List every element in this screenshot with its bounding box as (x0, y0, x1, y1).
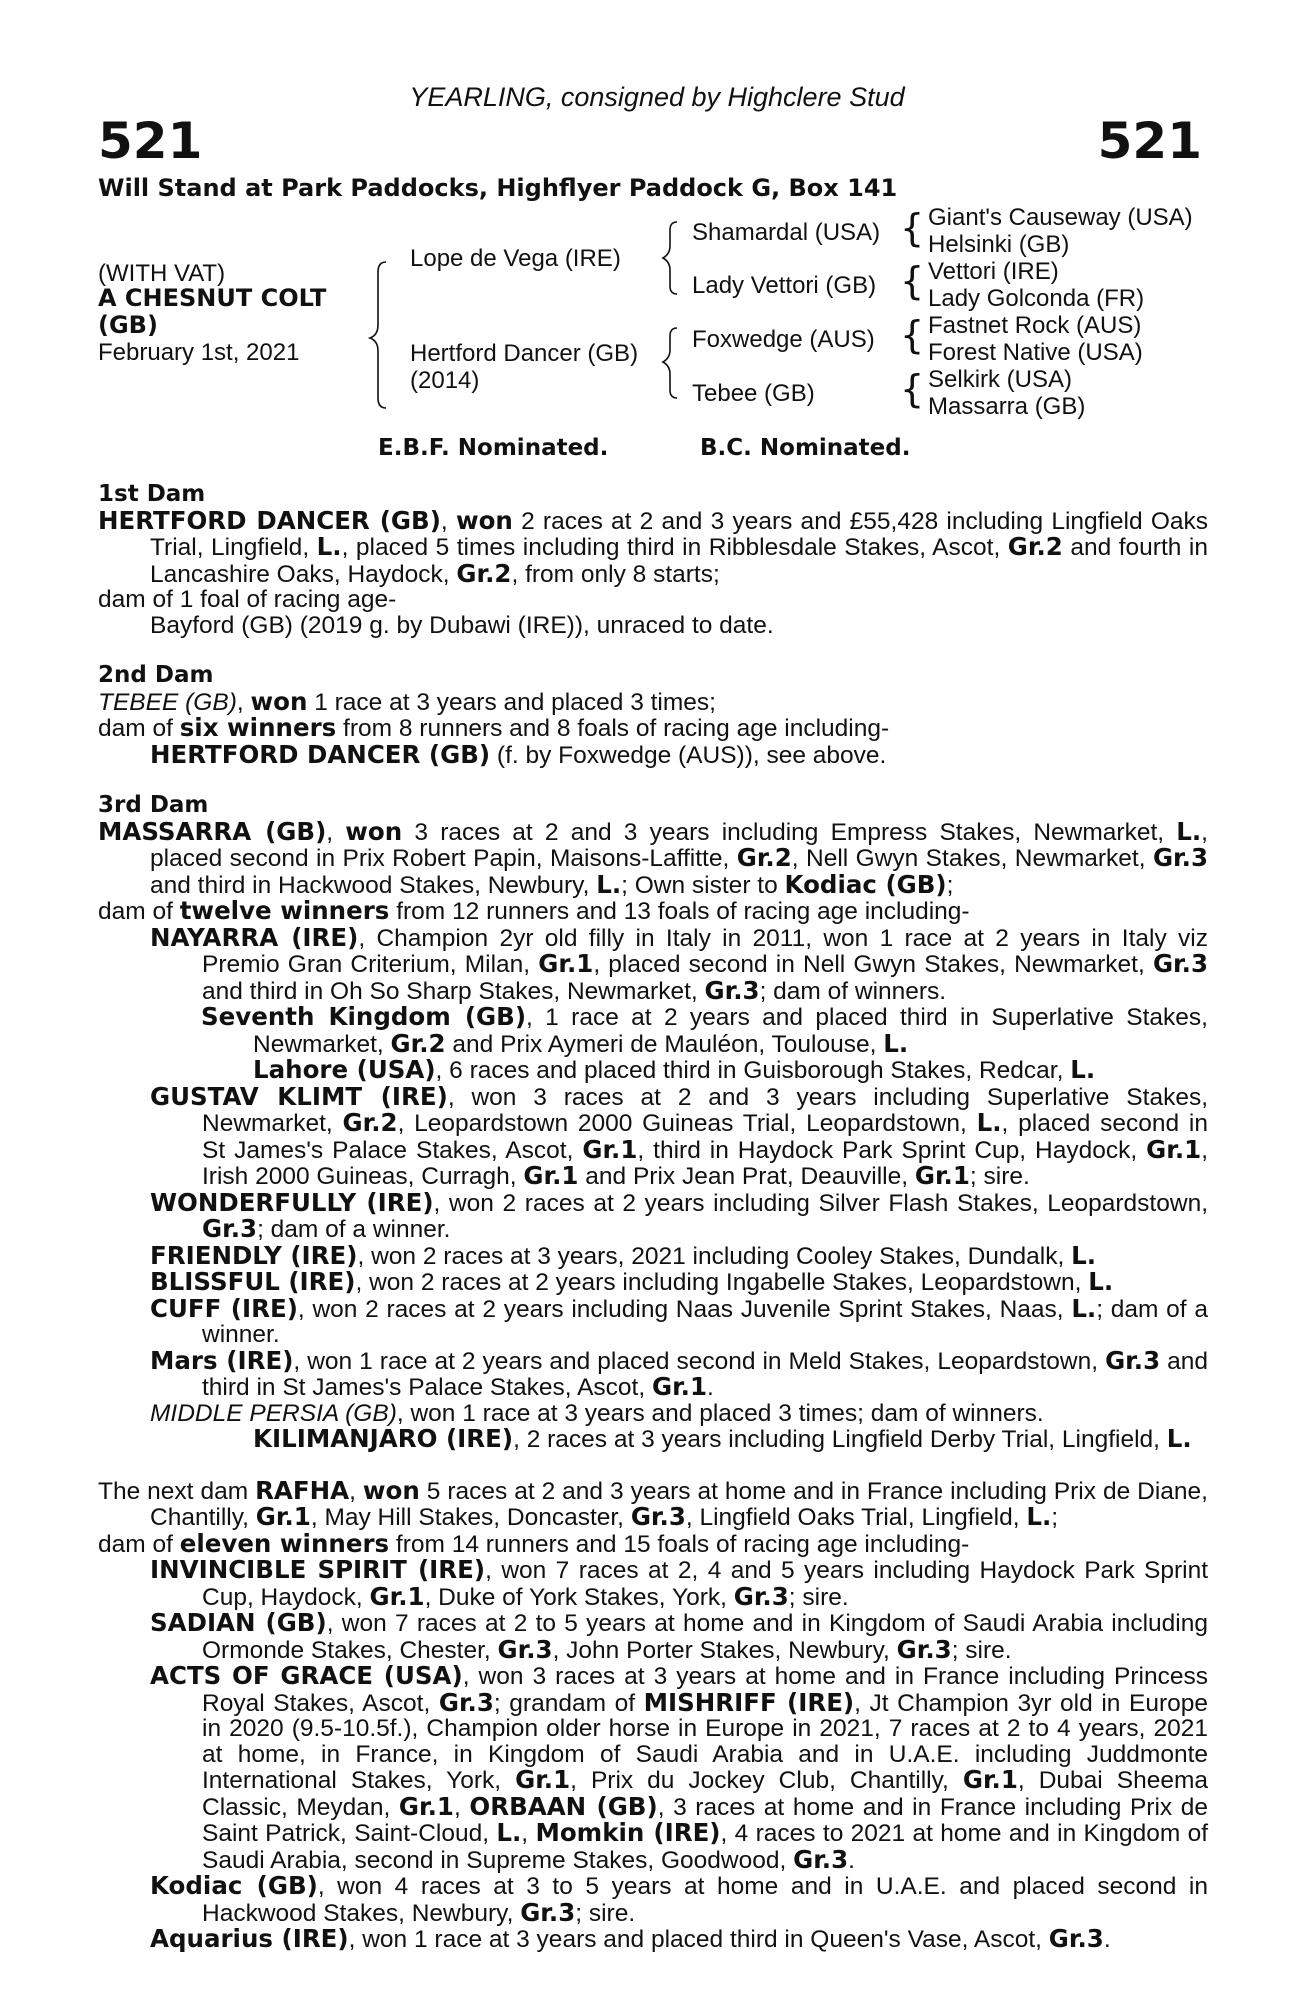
sire-of-dam: Foxwedge (AUS) (692, 326, 875, 353)
grade-badge: L. (1176, 816, 1202, 846)
won-word: won (362, 1475, 420, 1505)
grade-badge: Gr.3 (896, 1634, 952, 1664)
next-dam-block (98, 1475, 1209, 1953)
grade-badge: L. (1070, 1055, 1096, 1084)
horse-name: CUFF (IRE) (150, 1293, 298, 1323)
won-word: won (345, 816, 403, 846)
produce-entry: WONDERFULLY (IRE), won 2 races at 2 years including Silver Flash Stakes, Leopardstown, Gr.3; dam of a winner. (150, 1187, 1208, 1243)
grade-badge: Gr.1 (515, 1765, 571, 1794)
grade-badge: Gr.2 (456, 558, 512, 588)
grade-badge: L. (496, 1818, 522, 1847)
vat-note: (WITH VAT) (98, 260, 226, 287)
ds-dam: Forest Native (USA) (928, 339, 1143, 366)
grade-badge: L. (596, 869, 622, 899)
horse-name: GUSTAV KLIMT (IRE) (150, 1081, 448, 1111)
grade-badge: Gr.1 (398, 1791, 454, 1821)
grade-badge: Gr.1 (1146, 1134, 1202, 1164)
consignor-line: YEARLING, consigned by Highclere Stud (409, 82, 905, 112)
won-word: won (250, 686, 308, 716)
produce-entry: HERTFORD DANCER (GB) (f. by Foxwedge (AUS)), see above. (150, 739, 887, 769)
dam-of-dam: Tebee (GB) (692, 380, 815, 407)
first-dam-heading: 1st Dam (98, 481, 206, 507)
brace-2: { (900, 259, 925, 303)
produce-entry: Bayford (GB) (2019 g. by Dubawi (IRE)), unraced to date. (150, 611, 774, 639)
sire-of-sire: Shamardal (USA) (692, 219, 881, 246)
bc-nomination: B.C. Nominated. (700, 435, 911, 461)
grade-badge: L. (1071, 1293, 1097, 1323)
grade-badge: Gr.2 (342, 1108, 398, 1137)
horse-name: BLISSFUL (IRE) (150, 1267, 356, 1296)
grade-badge: Gr.3 (438, 1687, 494, 1717)
produce-entry: KILIMANJARO (IRE), 2 races at 3 years including Lingfield Derby Trial, Lingfield, L. (253, 1424, 1192, 1453)
first-dam-produce-summary: dam of 1 foal of racing age- (98, 586, 397, 613)
grade-badge: Gr.3 (704, 975, 760, 1005)
winners-count: eleven winners (179, 1528, 390, 1558)
second-dam-block (98, 663, 1208, 768)
dam-name: Hertford Dancer (GB) (410, 340, 639, 367)
horse-name: Aquarius (IRE) (150, 1924, 349, 1953)
grade-badge: Gr.3 (1152, 949, 1208, 978)
grade-badge: Gr.1 (523, 1161, 579, 1190)
next-dam-produce-summary: dam of eleven winners from 14 runners and 15 foals of racing age including- (98, 1528, 970, 1558)
next-dam-record: The next dam RAFHA, won 5 races at 2 and 3 years at home and in France including Prix de Diane, Chantilly, Gr.1, May Hill Stakes, Doncaster, Gr.3, Lingfield Oaks Trial, Lingfield, L.; (98, 1475, 1208, 1531)
horse-name: Momkin (IRE) (535, 1818, 721, 1847)
dam-bracket (663, 328, 677, 398)
grade-badge: Gr.2 (1007, 532, 1063, 561)
lot-title: A CHESNUT COLT (98, 284, 327, 312)
ebf-nomination: E.B.F. Nominated. (378, 435, 609, 461)
horse-name: FRIENDLY (IRE) (150, 1240, 358, 1270)
ds-sire: Fastnet Rock (AUS) (928, 312, 1142, 339)
second-dam-heading: 2nd Dam (98, 662, 214, 688)
produce-entry: Aquarius (IRE), won 1 race at 3 years and placed third in Queen's Vase, Ascot, Gr.3. (150, 1924, 1111, 1953)
produce-entry: GUSTAV KLIMT (IRE), won 3 races at 2 and 3 years including Superlative Stakes, Newmarket, Gr.2, Leopardstown 2000 Guineas Trial, Leopardstown, L., placed second in St James's Palace Stakes, Ascot, Gr.1, third in Haydock Park Sprint Cup, Haydock, Gr.1, Irish 2000 Guineas, Curragh, Gr.1 and Prix Jean Prat, Deauville, Gr.1; sire. (150, 1081, 1209, 1190)
first-dam-block (98, 482, 1208, 638)
horse-name: WONDERFULLY (IRE) (150, 1187, 434, 1217)
horse-name: HERTFORD DANCER (GB) (150, 739, 491, 769)
grade-badge: Gr.3 (497, 1634, 553, 1664)
won-word: won (455, 505, 513, 535)
dam-foaling-year: (2014) (410, 367, 480, 394)
grade-badge: Gr.2 (390, 1028, 446, 1058)
third-dam-record: MASSARRA (GB), won 3 races at 2 and 3 years including Empress Stakes, Newmarket, L., placed second in Prix Robert Papin, Maisons-Laffitte, Gr.2, Nell Gwyn Stakes, Newmarket, Gr.3 and third in Hackwood Stakes, Newbury, L.; Own sister to Kodiac (GB); (98, 816, 1208, 899)
grade-badge: Gr.1 (914, 1161, 970, 1190)
grade-badge: L. (883, 1028, 909, 1058)
grade-badge: Gr.3 (630, 1502, 686, 1531)
third-dam-produce-summary: dam of twelve winners from 12 runners and 13 foals of racing age including- (98, 896, 970, 925)
produce-entry: MIDDLE PERSIA (GB), won 1 race at 3 years and placed 3 times; dam of winners. (150, 1399, 1044, 1427)
sd-dam: Lady Golconda (FR) (928, 285, 1145, 312)
stabling-line: Will Stand at Park Paddocks, Highflyer Paddock G, Box 141 (98, 174, 898, 202)
grade-badge: Gr.3 (1152, 843, 1208, 872)
sire-bracket (663, 222, 677, 294)
second-dam-produce-summary: dam of six winners from 8 runners and 8 foals of racing age including- (98, 713, 890, 742)
winners-count: twelve winners (179, 896, 390, 925)
grade-badge: Gr.1 (651, 1372, 708, 1401)
horse-name: RAFHA (255, 1475, 350, 1505)
winners-count: six winners (179, 713, 337, 742)
brace-3: { (900, 313, 925, 357)
dd-dam: Massarra (GB) (928, 393, 1086, 420)
foaling-date: February 1st, 2021 (98, 339, 300, 366)
grade-badge: Gr.1 (962, 1765, 1018, 1794)
first-dam-record: HERTFORD DANCER (GB), won 2 races at 2 and 3 years and £55,428 including Lingfield Oaks Trial, Lingfield, L., placed 5 times including third in Ribblesdale Stakes, Ascot, Gr.2 and fourth in Lancashire Oaks, Haydock, Gr.2, from only 8 starts; (98, 505, 1208, 588)
horse-name: Kodiac (GB) (150, 1871, 318, 1900)
horse-name: Mars (IRE) (150, 1345, 294, 1375)
third-dam-heading: 3rd Dam (98, 792, 209, 818)
horse-name: TEBEE (GB) (98, 688, 237, 716)
sire-name: Lope de Vega (IRE) (410, 245, 621, 272)
produce-entry: Seventh Kingdom (GB), 1 race at 2 years and placed third in Superlative Stakes, Newmarket, Gr.2 and Prix Aymeri de Mauléon, Toulouse, L. (201, 1002, 1208, 1058)
ss-dam: Helsinki (GB) (928, 231, 1070, 258)
dam-of-sire: Lady Vettori (GB) (692, 272, 877, 299)
grade-badge: L. (316, 532, 342, 561)
produce-entry: Kodiac (GB), won 4 races at 3 to 5 years at home and in U.A.E. and placed second in Hackwood Stakes, Newbury, Gr.3; sire. (150, 1871, 1208, 1927)
horse-name: MASSARRA (GB) (98, 816, 327, 846)
horse-name: ORBAAN (GB) (469, 1791, 658, 1821)
grade-badge: Gr.1 (582, 1134, 638, 1164)
lot-number-left: 521 (98, 112, 203, 170)
grade-badge: Gr.1 (369, 1581, 425, 1611)
horse-name: KILIMANJARO (IRE) (253, 1424, 514, 1453)
family-section (98, 482, 1208, 1978)
horse-name: MISHRIFF (IRE) (643, 1687, 855, 1717)
horse-name: NAYARRA (IRE) (150, 922, 359, 952)
brace-4: { (900, 367, 925, 411)
brace-1: { (900, 206, 925, 250)
sd-sire: Vettori (IRE) (928, 258, 1059, 285)
grade-badge: Gr.3 (1105, 1345, 1161, 1375)
produce-entry: Mars (IRE), won 1 race at 2 years and placed second in Meld Stakes, Leopardstown, Gr.3 and third in St James's Palace Stakes, Ascot, Gr.1. (150, 1345, 1208, 1401)
grade-badge: Gr.1 (538, 949, 594, 978)
produce-entry: SADIAN (GB), won 7 races at 2 to 5 years at home and in Kingdom of Saudi Arabia including Ormonde Stakes, Chester, Gr.3, John Porter Stakes, Newbury, Gr.3; sire. (150, 1608, 1208, 1664)
produce-entry: FRIENDLY (IRE), won 2 races at 3 years, 2021 including Cooley Stakes, Dundalk, L. (150, 1240, 1097, 1270)
horse-name: Seventh Kingdom (GB) (201, 1002, 527, 1031)
horse-name: Lahore (USA) (253, 1055, 436, 1084)
dd-sire: Selkirk (USA) (928, 366, 1073, 393)
grade-badge: Gr.3 (202, 1214, 258, 1243)
lot-title-country: (GB) (98, 311, 158, 339)
lot-number-right: 521 (1097, 112, 1202, 170)
produce-entry: BLISSFUL (IRE), won 2 races at 2 years including Ingabelle Stakes, Leopardstown, L. (150, 1267, 1114, 1296)
second-dam-record: TEBEE (GB), won 1 race at 3 years and placed 3 times; (98, 686, 716, 716)
grade-badge: L. (1026, 1502, 1052, 1531)
grade-badge: Gr.3 (520, 1897, 576, 1927)
horse-name: ACTS OF GRACE (USA) (150, 1661, 463, 1690)
horse-name: Kodiac (GB) (784, 869, 947, 899)
horse-name: MIDDLE PERSIA (GB) (150, 1399, 397, 1427)
main-bracket (370, 262, 386, 408)
grade-badge: L. (1166, 1424, 1192, 1453)
ss-sire: Giant's Causeway (USA) (928, 204, 1193, 231)
third-dam-block (98, 793, 1208, 1453)
grade-badge: L. (976, 1108, 1002, 1137)
produce-entry: INVINCIBLE SPIRIT (IRE), won 7 races at 2, 4 and 5 years including Haydock Park Sprint Cup, Haydock, Gr.1, Duke of York Stakes, York, Gr.3; sire. (150, 1555, 1208, 1611)
produce-entry: ACTS OF GRACE (USA), won 3 races at 3 years at home and in France including Princess Royal Stakes, Ascot, Gr.3; grandam of MISHRIFF (IRE), Jt Champion 3yr old in Europe in 2020 (9.5-10.5f.), Champion older horse in Europe in 2021, 7 races at 2 to 4 years, 2021 at home, in France, in Kingdom of Saudi Arabia and in U.A.E. including Juddmonte International Stakes, York, Gr.1, Prix du Jockey Club, Chantilly, Gr.1, Dubai Sheema Classic, Meydan, Gr.1, ORBAAN (GB), 3 races at home and in France including Prix de Saint Patrick, Saint-Cloud, L., Momkin (IRE), 4 races to 2021 at home and in Kingdom of Saudi Arabia, second in Supreme Stakes, Goodwood, Gr.3. (150, 1661, 1209, 1874)
horse-name: SADIAN (GB) (150, 1608, 327, 1637)
horse-name: HERTFORD DANCER (GB) (98, 505, 441, 535)
grade-badge: L. (1071, 1240, 1097, 1270)
horse-name: INVINCIBLE SPIRIT (IRE) (150, 1555, 486, 1584)
grade-badge: Gr.3 (1048, 1924, 1104, 1953)
produce-entry: Lahore (USA), 6 races and placed third in Guisborough Stakes, Redcar, L. (253, 1055, 1096, 1084)
produce-entry: CUFF (IRE), won 2 races at 2 years including Naas Juvenile Sprint Stakes, Naas, L.; dam of a winner. (150, 1293, 1208, 1348)
grade-badge: Gr.3 (733, 1581, 789, 1611)
grade-badge: Gr.2 (736, 843, 792, 872)
grade-badge: Gr.3 (793, 1844, 849, 1874)
grade-badge: Gr.1 (255, 1502, 311, 1531)
produce-entry: NAYARRA (IRE), Champion 2yr old filly in Italy in 2011, won 1 race at 2 years in Italy viz Premio Gran Criterium, Milan, Gr.1, placed second in Nell Gwyn Stakes, Newmarket, Gr.3 and third in Oh So Sharp Stakes, Newmarket, Gr.3; dam of winners. (150, 922, 1208, 1005)
grade-badge: L. (1088, 1267, 1114, 1296)
